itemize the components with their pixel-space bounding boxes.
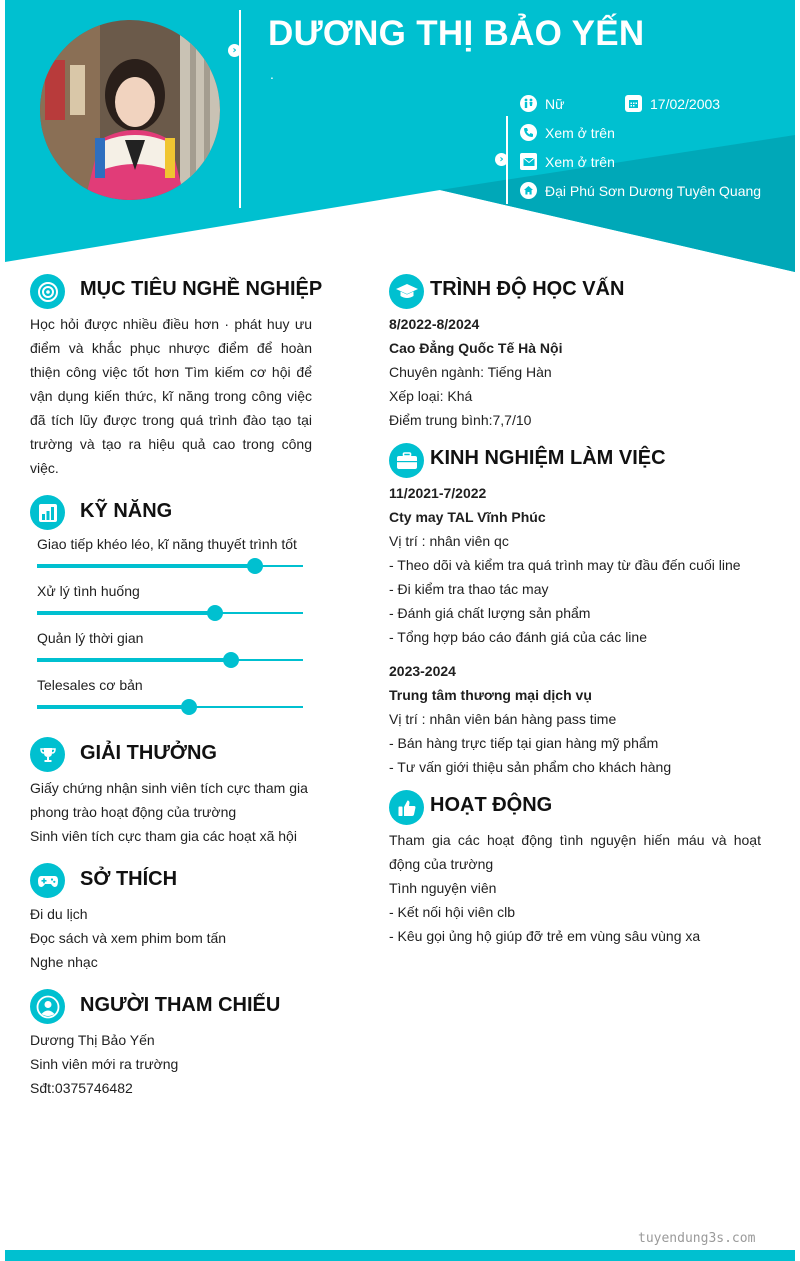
job-detail: - Tư vấn giới thiệu sản phẩm cho khách hàng	[389, 759, 672, 775]
skill-bar	[37, 565, 303, 567]
reference-name: Dương Thị Bảo Yến	[30, 1032, 155, 1048]
chevron-right-icon: ›	[495, 153, 508, 166]
award-item: Sinh viên tích cực tham gia các hoạt xã hội	[30, 828, 297, 844]
reference-phone: Sđt:0375746482	[30, 1080, 133, 1096]
activities-text: Tham gia các hoạt động tình nguyện hiến máu và hoạt động của trường	[389, 832, 761, 872]
email-value: Xem ở trên	[545, 153, 615, 170]
reference-role: Sinh viên mới ra trường	[30, 1056, 179, 1072]
skill-label: Giao tiếp khéo léo, kĩ năng thuyết trình tốt	[37, 536, 297, 552]
skill-label: Xử lý tình huống	[37, 583, 140, 599]
skill-bar	[37, 659, 303, 661]
phone-value: Xem ở trên	[545, 124, 615, 141]
home-icon	[520, 182, 537, 199]
cv-header	[5, 0, 795, 272]
bar-chart-icon	[30, 495, 65, 530]
awards-heading: GIẢI THƯỞNG	[80, 742, 217, 764]
briefcase-icon	[389, 443, 424, 478]
gender-value: Nữ	[545, 95, 565, 112]
objective-heading: MỤC TIÊU NGHỀ NGHIỆP	[80, 278, 323, 300]
education-school: Cao Đẳng Quốc Tế Hà Nội	[389, 340, 563, 356]
skill-bar	[37, 706, 303, 708]
award-item: Giấy chứng nhận sinh viên tích cực tham gia phong trào hoạt động của trường	[30, 780, 308, 820]
chevron-right-icon: ›	[228, 44, 241, 57]
job-detail: - Tổng hợp báo cáo đánh giá của các line	[389, 629, 647, 645]
education-heading: TRÌNH ĐỘ HỌC VẤN	[430, 278, 625, 300]
reference-heading: NGƯỜI THAM CHIẾU	[80, 994, 281, 1016]
birthday-info	[625, 95, 720, 112]
thumbs-up-icon	[389, 790, 424, 825]
person-icon	[30, 989, 65, 1024]
experience-heading: KINH NGHIỆM LÀM VIỆC	[430, 447, 666, 469]
job-detail: - Đi kiểm tra thao tác may	[389, 581, 549, 597]
skill-label: Quản lý thời gian	[37, 630, 144, 646]
education-period: 8/2022-8/2024	[389, 316, 480, 332]
graduation-cap-icon	[389, 274, 424, 309]
hobbies-heading: SỞ THÍCH	[80, 868, 178, 890]
hobby-item: Nghe nhạc	[30, 954, 98, 970]
skill-bar-fill	[37, 705, 189, 709]
candidate-subtitle: .	[270, 66, 274, 82]
target-icon	[30, 274, 65, 309]
skills-heading: KỸ NĂNG	[80, 500, 173, 522]
job-detail: Vị trí : nhân viên qc	[389, 533, 509, 549]
activity-item: - Kết nối hội viên clb	[389, 904, 516, 920]
trophy-icon	[30, 737, 65, 772]
job-company: Trung tâm thương mại dịch vụ	[389, 687, 592, 703]
job-detail: - Bán hàng trực tiếp tại gian hàng mỹ phẩm	[389, 735, 659, 751]
calendar-icon	[625, 95, 642, 112]
activities-heading: HOẠT ĐỘNG	[430, 794, 553, 816]
skill-level-handle	[247, 558, 263, 574]
job-detail: - Theo dõi và kiểm tra quá trình may từ đầu đến cuối line	[389, 557, 741, 573]
gender-info	[520, 95, 564, 112]
email-icon	[520, 153, 537, 170]
job-period: 2023-2024	[389, 663, 456, 679]
education-major: Chuyên ngành: Tiếng Hàn	[389, 364, 552, 380]
candidate-name: DƯƠNG THỊ BẢO YẾN	[268, 14, 645, 53]
address-info	[520, 182, 761, 199]
header-divider	[239, 10, 241, 208]
hobby-item: Đọc sách và xem phim bom tấn	[30, 930, 227, 946]
email-info	[520, 153, 615, 170]
address-value: Đại Phú Sơn Dương Tuyên Quang	[545, 182, 762, 199]
activity-item: Tình nguyện viên	[389, 880, 497, 896]
skill-label: Telesales cơ bản	[37, 677, 143, 693]
skill-level-handle	[223, 652, 239, 668]
objective-text: Học hỏi được nhiều điều hơn · phát huy ưu điểm và khắc phục nhược điểm để hoàn thiện công việc tốt hơn Tìm kiếm cơ hội để vận dụng kiến thức, kĩ năng trong công việc đã tích lũy được trong quá trình đào tạo tại trường và tạo ra hiệu quả cao trong công việc.	[30, 316, 312, 476]
job-period: 11/2021-7/2022	[389, 485, 487, 501]
hobby-item: Đi du lịch	[30, 906, 88, 922]
education-rank: Xếp loại: Khá	[389, 388, 473, 404]
skill-bar-fill	[37, 564, 255, 568]
phone-info	[520, 124, 615, 141]
skill-bar-fill	[37, 658, 231, 662]
gender-icon	[520, 95, 537, 112]
birthday-value: 17/02/2003	[650, 95, 721, 112]
gamepad-icon	[30, 863, 65, 898]
skill-bar	[37, 612, 303, 614]
phone-icon	[520, 124, 537, 141]
job-detail: Vị trí : nhân viên bán hàng pass time	[389, 711, 617, 727]
job-company: Cty may TAL Vĩnh Phúc	[389, 509, 546, 525]
skill-level-handle	[181, 699, 197, 715]
avatar	[40, 20, 220, 200]
watermark: tuyendung3s.com	[638, 1231, 756, 1246]
skill-level-handle	[207, 605, 223, 621]
skill-bar-fill	[37, 611, 215, 615]
footer-bar	[5, 1250, 795, 1261]
education-gpa: Điểm trung bình:7,7/10	[389, 412, 532, 428]
activity-item: - Kêu gọi ủng hộ giúp đỡ trẻ em vùng sâu vùng xa	[389, 928, 701, 944]
job-detail: - Đánh giá chất lượng sản phẩm	[389, 605, 591, 621]
